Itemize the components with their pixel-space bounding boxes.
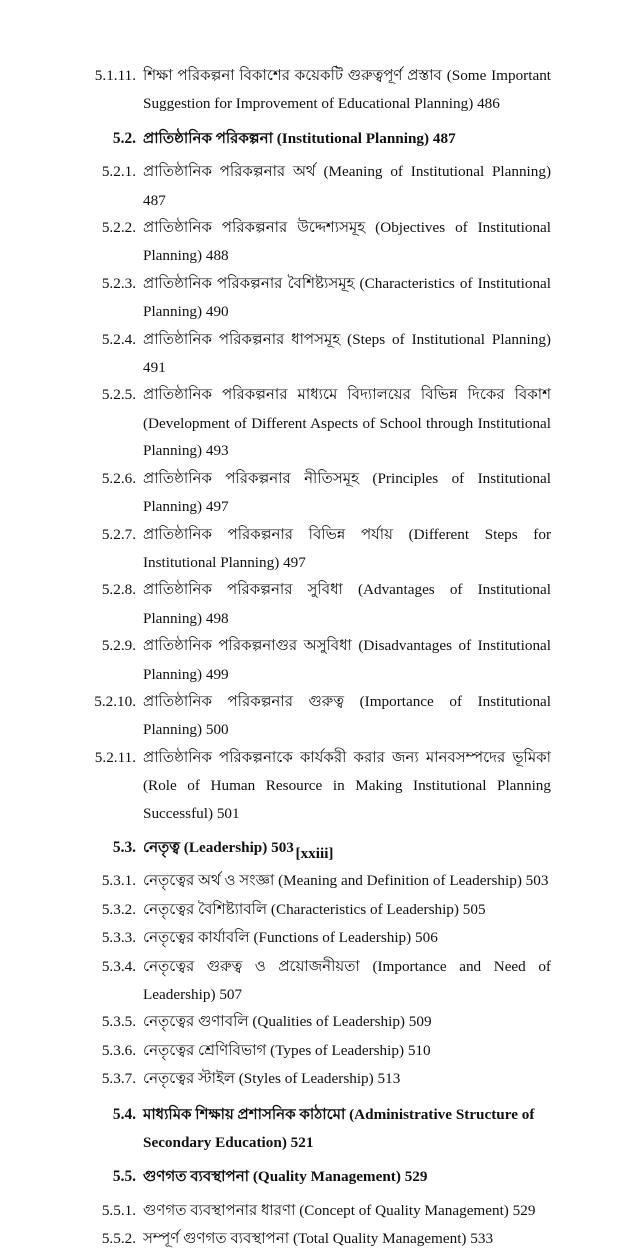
toc-entry-page-number: 500 <box>205 721 229 739</box>
toc-entry-title-english: (Qualities of Leadership) <box>252 1013 405 1031</box>
toc-entry-title-bengali: প্রাতিষ্ঠানিক পরিকল্পনার অর্থ <box>143 164 316 181</box>
toc-entry[interactable] <box>70 1197 551 1225</box>
toc-entry-number: 5.2.8. <box>101 581 136 599</box>
toc-entry-number: 5.3.6. <box>101 1041 136 1059</box>
toc-entry-title-english: (Concept of Quality Management) <box>299 1201 509 1219</box>
toc-entry-title-english: (Steps of Institutional Planning) <box>347 330 551 348</box>
toc-entry[interactable] <box>70 1008 551 1036</box>
toc-entry-title-bengali: নেতৃত্বের গুরুত্ব ও প্রয়োজনীয়তা <box>143 958 360 975</box>
toc-entry-title-english: (Administrative Structure of Secondary Education) <box>143 1105 535 1152</box>
toc-entry-text <box>143 214 551 270</box>
toc-entry-text <box>143 381 551 464</box>
toc-entry-title-english: (Some Important Suggestion for Improvement of Educational Planning) <box>143 67 552 113</box>
toc-entry-text <box>143 270 551 326</box>
toc-entry-page-number: 529 <box>512 1201 536 1219</box>
toc-entry-text <box>143 896 551 924</box>
toc-entry-title-bengali: প্রাতিষ্ঠানিক পরিকল্পনার নীতিসমূহ <box>143 470 360 487</box>
toc-entry-title-english: (Disadvantages of Institutional Planning) <box>143 637 551 683</box>
toc-entry-page-number: 491 <box>143 359 166 377</box>
toc-entry[interactable] <box>70 1037 551 1065</box>
toc-entry-page-number: 501 <box>216 804 240 822</box>
toc-entry[interactable] <box>70 1163 551 1191</box>
toc-entry-number: 5.3.3. <box>101 929 136 947</box>
toc-entry-text <box>143 1101 551 1157</box>
toc-entry-title-bengali: প্রাতিষ্ঠানিক পরিকল্পনা <box>143 130 273 147</box>
toc-entry-title-bengali: প্রাতিষ্ঠানিক পরিকল্পনার বৈশিষ্ট্যসমূহ <box>143 275 355 292</box>
toc-entry-number: 5.3. <box>112 838 136 856</box>
toc-entry[interactable] <box>70 381 551 464</box>
toc-entry-title-english: (Quality Management) <box>252 1168 401 1186</box>
toc-entry[interactable] <box>70 744 551 827</box>
toc-entry-page-number: 521 <box>290 1134 314 1152</box>
toc-entry-text <box>143 1008 551 1036</box>
toc-entry-title-english: (Styles of Leadership) <box>238 1070 374 1088</box>
toc-entry-title-bengali: প্রাতিষ্ঠানিক পরিকল্পনার ধাপসমূহ <box>143 331 341 348</box>
toc-entry[interactable] <box>70 125 551 153</box>
toc-entry-title-english: (Advantages of Institutional Planning) <box>143 581 551 627</box>
toc-entry-title-bengali: গুণগত ব্যবস্থাপনার ধারণা <box>143 1202 296 1219</box>
toc-entry[interactable] <box>70 1065 551 1093</box>
toc-entry-page-number: 507 <box>219 986 243 1003</box>
toc-entry-page-number: 488 <box>205 247 229 265</box>
toc-entry-title-bengali: সম্পূর্ণ গুণগত ব্যবস্থাপনা <box>143 1231 290 1248</box>
toc-entry[interactable] <box>70 158 551 214</box>
toc-entry-title-english: (Leadership) <box>183 838 268 856</box>
toc-entry-number: 5.3.1. <box>101 872 136 890</box>
toc-entry[interactable] <box>70 1225 551 1253</box>
toc-entry-number: 5.2.2. <box>101 219 136 237</box>
toc-entry-text <box>143 576 551 632</box>
toc-entry-text <box>143 1163 551 1191</box>
toc-entry-title-english: (Development of Different Aspects of School through Institutional Planning) <box>143 414 551 460</box>
toc-entry-title-english: (Importance and Need of Leadership) <box>143 957 551 1003</box>
toc-entry-text <box>143 326 551 382</box>
toc-entry[interactable] <box>70 270 551 326</box>
toc-entry-title-english: (Institutional Planning) <box>276 129 430 147</box>
toc-entry-number: 5.3.5. <box>101 1013 136 1031</box>
toc-entry-number: 5.2.3. <box>101 274 136 292</box>
toc-entry-title-bengali: নেতৃত্বের অর্থ ও সংজ্ঞা <box>143 873 275 890</box>
toc-entry-number: 5.2.5. <box>101 386 136 404</box>
toc-entry-text <box>143 125 551 153</box>
toc-entry-text <box>143 1197 551 1225</box>
toc-entry-number: 5.1.11. <box>94 67 136 84</box>
toc-entry-title-bengali: গুণগত ব্যবস্থাপনা <box>143 1169 250 1186</box>
toc-entry-title-bengali: নেতৃত্বের স্টাইল <box>143 1071 235 1088</box>
toc-entry-title-bengali: প্রাতিষ্ঠানিক পরিকল্পনাগুর অসুবিধা <box>143 638 352 655</box>
toc-entry-page-number: 497 <box>205 498 229 516</box>
toc-entry-title-english: (Objectives of Institutional Planning) <box>143 219 552 265</box>
toc-entry-page-number: 490 <box>205 303 229 321</box>
toc-entry-page-number: 513 <box>377 1070 401 1088</box>
toc-entry-page-number: 499 <box>205 665 229 683</box>
toc-entry-number: 5.3.7. <box>101 1070 136 1088</box>
toc-entry-number: 5.5.2. <box>101 1230 136 1248</box>
toc-entry-text <box>143 1225 551 1253</box>
toc-entry-title-bengali: প্রাতিষ্ঠানিক পরিকল্পনার সুবিধা <box>143 582 343 599</box>
toc-entry[interactable] <box>70 896 551 924</box>
toc-entry-number: 5.2.4. <box>101 330 136 348</box>
toc-entry-text <box>143 521 551 577</box>
toc-entry-text <box>143 953 551 1009</box>
toc-entry-text <box>143 465 551 521</box>
toc-entry-page-number: 509 <box>408 1013 432 1031</box>
toc-entry-number: 5.2.7. <box>101 525 136 543</box>
toc-entry-title-bengali: প্রাতিষ্ঠানিক পরিকল্পনার গুরুত্ব <box>143 693 344 710</box>
toc-entry-title-bengali: নেতৃত্বের শ্রেণিবিভাগ <box>143 1042 267 1059</box>
toc-entry[interactable] <box>70 688 551 744</box>
toc-entry-title-bengali: প্রাতিষ্ঠানিক পরিকল্পনার বিভিন্ন পর্যায় <box>143 526 393 543</box>
toc-entry-title-english: (Role of Human Resource in Making Institutional Planning Successful) <box>143 777 551 822</box>
toc-entry-title-english: (Meaning and Definition of Leadership) <box>278 872 522 890</box>
toc-entry-page-number: 505 <box>462 900 486 918</box>
toc-entry-page-number: 503 <box>271 838 294 856</box>
toc-entry-title-bengali: প্রাতিষ্ঠানিক পরিকল্পনার উদ্দেশ্যসমূহ <box>143 220 366 237</box>
toc-entry[interactable] <box>70 953 551 1009</box>
toc-entry-title-bengali: মাধ্যমিক শিক্ষায় প্রশাসনিক কাঠামো <box>143 1106 346 1123</box>
toc-entry-page-number: 510 <box>407 1041 431 1059</box>
toc-entry[interactable] <box>70 576 551 632</box>
toc-entry[interactable] <box>70 326 551 382</box>
toc-entry-page-number: 529 <box>404 1168 428 1186</box>
toc-entry-page-number: 486 <box>477 95 500 113</box>
toc-entry-number: 5.4. <box>112 1105 136 1123</box>
toc-entry-page-number: 498 <box>205 609 229 627</box>
toc-entry-page-number: 487 <box>143 191 166 209</box>
toc-entry-title-english: (Total Quality Management) <box>292 1230 467 1248</box>
toc-entry-number: 5.2.1. <box>101 163 136 181</box>
toc-entry-page-number: 497 <box>283 553 306 571</box>
toc-entry-page-number: 503 <box>525 872 549 890</box>
toc-entry-title-bengali: নেতৃত্বের গুণাবলি <box>143 1014 249 1031</box>
toc-entry-page-number: 487 <box>432 129 456 147</box>
toc-entry-page-number: 493 <box>205 442 229 460</box>
toc-entry-title-english: (Meaning of Institutional Planning) <box>323 163 552 181</box>
toc-entry-title-bengali: নেতৃত্ব <box>143 839 180 856</box>
toc-entry-text <box>143 158 551 214</box>
toc-entry-number: 5.2.6. <box>101 469 136 487</box>
toc-entry-number: 5.5. <box>112 1168 136 1186</box>
toc-entry[interactable] <box>70 521 551 577</box>
toc-entry-number: 5.3.4. <box>101 957 136 975</box>
toc-entry-title-english: (Characteristics of Leadership) <box>270 900 459 918</box>
toc-entry-title-english: (Importance of Institutional Planning) <box>143 692 552 739</box>
toc-entry-number: 5.3.2. <box>101 900 136 918</box>
toc-entry-text <box>143 1065 551 1093</box>
toc-entry-text <box>143 62 551 118</box>
toc-entry-title-english: (Different Steps for Institutional Planning) <box>143 525 552 571</box>
toc-entry[interactable] <box>70 62 551 118</box>
toc-entry-page-number: 506 <box>415 929 438 947</box>
toc-entry-text <box>143 632 551 688</box>
toc-entry-title-bengali: প্রাতিষ্ঠানিক পরিকল্পনার মাধ্যমে বিদ্যালয়ের বিভিন্ন দিকের বিকাশ <box>143 387 551 404</box>
toc-entry-text <box>143 924 551 952</box>
toc-entry[interactable] <box>70 632 551 688</box>
toc-entry-text <box>143 688 551 744</box>
toc-entry-title-bengali: প্রাতিষ্ঠানিক পরিকল্পনাকে কার্যকরী করার জন্য মানবসম্পদের ভূমিকা <box>143 749 551 766</box>
toc-entry-text <box>143 744 551 827</box>
toc-entry-number: 5.2.11. <box>94 748 136 766</box>
toc-entry-text <box>143 1037 551 1065</box>
toc-entry-title-english: (Principles of Institutional Planning) <box>143 469 552 516</box>
toc-entry-title-bengali: নেতৃত্বের কার্যাবলি <box>143 930 250 947</box>
toc-entry-number: 5.2.9. <box>101 637 136 655</box>
page-number-footer: [xxiii] <box>295 845 334 862</box>
toc-entry-title-bengali: নেতৃত্বের বৈশিষ্ট্যাবলি <box>143 901 268 918</box>
table-of-contents-list <box>70 62 551 1254</box>
toc-entry-number: 5.2. <box>112 129 136 147</box>
toc-entry-title-english: (Characteristics of Institutional Planning) <box>143 274 551 321</box>
toc-entry-title-english: (Functions of Leadership) <box>253 929 412 947</box>
toc-entry-title-english: (Types of Leadership) <box>270 1041 405 1059</box>
toc-entry-number: 5.2.10. <box>94 692 136 710</box>
toc-entry-title-bengali: শিক্ষা পরিকল্পনা বিকাশের কয়েকটি গুরুত্বপূর্ণ প্রস্তাব <box>143 68 442 84</box>
toc-entry[interactable] <box>70 1101 551 1157</box>
toc-entry-page-number: 533 <box>470 1230 494 1248</box>
toc-entry[interactable] <box>70 214 551 270</box>
toc-entry-number: 5.5.1. <box>101 1201 136 1219</box>
toc-entry[interactable] <box>70 465 551 521</box>
toc-entry[interactable] <box>70 924 551 952</box>
